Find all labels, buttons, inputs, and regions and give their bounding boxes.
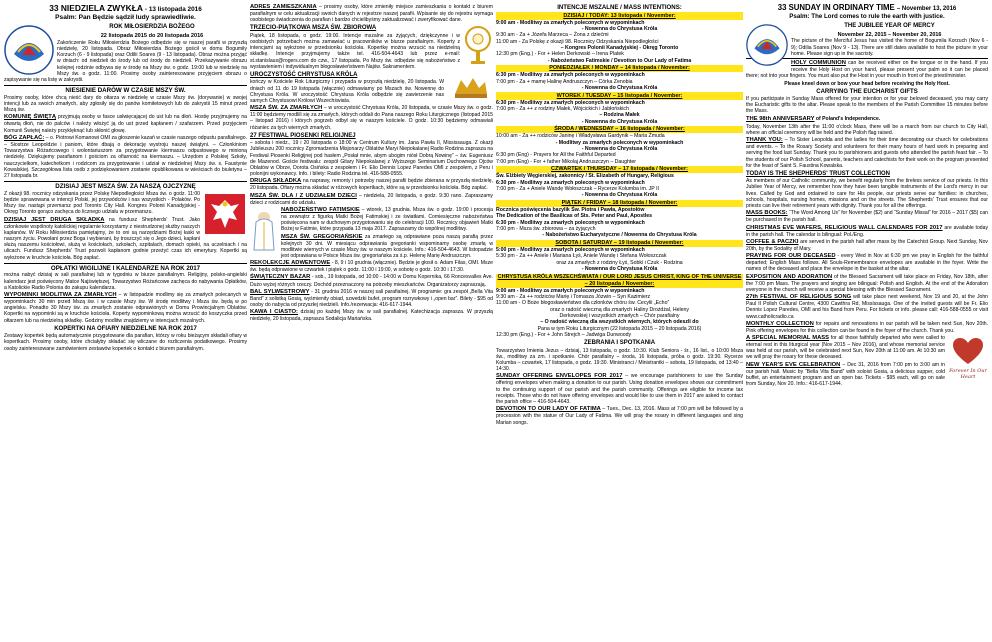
kids-mass-title: MSZA ŚW. DLA / Z UDZIAŁEM DZIECI bbox=[250, 192, 357, 199]
nye-ball-title: BAL SYLWESTROWY bbox=[250, 288, 310, 295]
monthly-collection-text: for repairs and renovations in our parish will be taken next Sun, Nov 20th. Pink offering envelopes for this collection can be found in the foyer of the church. Thank you. bbox=[746, 320, 988, 334]
mass-intention-line: - Nowenna do Chrystusa Króla bbox=[581, 146, 658, 153]
christ-king-text: kończy w Kościele Rok Liturgiczny i przypada w przyszłą niedzielę, 20 listopada. W dniach od 11 do 19 listopada (włącznie) odmawiamy po Mszach św. Nowennę do Chrystusa Króla. W uroczystość Chrystusa Króla odbędzie się zawierzenie nas samych Chrystusowi Królowi Wszechświata. bbox=[250, 79, 444, 104]
monthly-collection-title: MONTHLY COLLECTION bbox=[746, 320, 814, 327]
carrying-gifts-text: If you participate in Sunday Mass offered for your intention or for your beloved deceased, you may carry the Eucharistic gifts to the altar. Please speak to the members of the Parish Committee 15 minutes before the Mass. bbox=[746, 96, 988, 115]
anniversary-title: THE 98th ANNIVERSARY bbox=[746, 115, 815, 122]
mass-books-title: MASS BOOKS: bbox=[746, 210, 788, 217]
praying-deceased-text: - every Wed in Nov at 6:30 pm we pray in English for the faithful departed; English Mass follows. All Souls-Remembrance envelopes are available in the foyer. Write the names of the deceased and place the envelope in the basket at the altar. bbox=[746, 253, 988, 273]
mass-intention-line: Derkowskiej i wszystkich zmarłych – Chór parafialny bbox=[559, 312, 680, 319]
shepherds-title-en: TODAY IS THE SHEPHERDS' TRUST COLLECTION bbox=[746, 170, 890, 177]
mass-intention-line: - Nowenna do Chrystusa Króla bbox=[581, 192, 658, 199]
christ-king-icon bbox=[447, 72, 493, 104]
mass-intention-line: – O radość wieczną dla wszystkich wiernych, których odeszli do bbox=[540, 319, 699, 326]
nye-ball-text: - 31 grudnia 2016 w naszej sali parafialnej. W programie: gra zespół „Bella Vita Band” z solistką Gosią, wyśmienity obiad, szwedzki bufet, program rozrywkowy i „open bar”. Bilety - $95 od osoby do nabycia od przyszłej niedzieli. Info./rezerwacja: 416-617-1944. bbox=[250, 288, 493, 308]
holy-communion-text: can be received either on the tongue or in the hand. If you receive the Holy Host on your hand, please present your palm so it can be placed there; not into your fingers. You must also put the Host in your mouth in front of the priest/minister. bbox=[746, 60, 988, 80]
friday-mass-text: Piątek, 18 listopada, o godz. 19:00. Intencje mszalne za żyjących, dziękczynne i w osobistych potrzebach można zamawiać u pracowników w biurze parafialnym. Koperty z intencjami są wyłożone w przedsionku kościoła. Kopertkę można wrzucić na niedzielną składkę. Intencje przyjmujemy także tel. 416-504-4643 lub przez e-mail: st.stanislaus@rogers.com do czw., 17 listopada. Po Mszy św. odbędzie się nabożeństwo z wystawieniem i indywidualnym błogosławieństwem Najśw. Sakramentem. bbox=[250, 32, 460, 70]
offering-envelopes-title: SUNDAY OFFERING ENVELOPES FOR 2017 bbox=[496, 373, 623, 380]
anniversary-text: Today, November 13th after the 11:00 o'clock Mass, there will be a march from our church to City Hall, where an official ceremony will be held and the Polish flag raised. bbox=[746, 123, 988, 136]
homeland-mass-text: Z okazji 98. rocznicy odzyskania przez Polskę Niepodległości Msza św. o godz. 11:00 będzie sprawowana w intencji Polski, jej przywódców i nas wszystkich - Polaków. Po Mszy św. nastąpi przemarsz pod Toronto City Hall. Kongres Polonii Kanadyjskiej - Okręg Toronto gorąco zachęca do licznego udziału w przemarszu. bbox=[4, 190, 200, 216]
mass-intention-line: oraz za zmarłych z rodziny Łyś, Sobki i Czuk - Rodzina bbox=[556, 259, 683, 266]
mass-intention-line: 11:00 am - O Boże błogosławieństwo dla członków chóru św. Cecylii „Echo” bbox=[496, 300, 670, 307]
coffee-text-pl: dzisiaj po każdej Mszy św. w sali parafialnej. Katechizacja zaprasza. W przyszłą niedzielę, 20 listopada, zaprasza Sodalicja Mariańska. bbox=[250, 309, 493, 323]
gifts-text: Prosimy osoby, które chcą nieść dary do ołtarza w niedzielę w czasie Mszy św. (dorywanie) w swojej intencji lub za swoich zmarłych, aby zgłosiły się do panów komitetowych lub do zakrystii 15 minut przed Mszą św. bbox=[4, 94, 247, 114]
coffee-title-en: COFFEE & PACZKI bbox=[746, 238, 799, 245]
mercy-logo-icon bbox=[4, 24, 54, 76]
mass-intention-line: 6:30 pm - Modlitwy za zmarłych poleconych w wypominkach bbox=[496, 219, 645, 226]
bazaar-title: ŚWIĄTECZNY BAZAR bbox=[250, 274, 311, 281]
festival-text-en: will take place next weekend, Nov 19 and 20, at the John Paul II Polish Cultural Centre, 4300 Cawthra Rd, Mississauga. One of the invited guests will be Fr. Elio Dennis Lopez Paredes, OMI and his Band from Peru. For tickets or info. please call: 416-588-0555 or visit www.catholicradio.ca bbox=[746, 294, 988, 320]
anniversary-title-rest: of Poland's Independence. bbox=[815, 115, 881, 122]
mass-intention-line: Św. Elżbiety Węgierskiej, zakonnicy / St. Elizabeth of Hungary, Religious bbox=[496, 173, 674, 180]
mass-intention-line: 9:00 am - Modlitwy za zmarłych poleconych w wypominkach bbox=[496, 19, 645, 26]
memorial-mass-title: A SPECIAL MEMORIAL MASS bbox=[746, 334, 830, 341]
retreat-title: REKOLEKCJE ADWENTOWE bbox=[250, 260, 331, 267]
new-year-text: – Dec 31, 2016 from 7:00 pm to 3:00 am in our parish hall. Music by “Bella Vita Band” with soloist Gosia, a delicious supper, cold buffet, an entertainment program and an open bar. Tickets - $95 each, will go on sale from Sunday, Nov 20. Info.: 416-617-1944. bbox=[746, 361, 945, 388]
deceased-mass-title: MSZA ŚW. ZA ZMARŁYCH bbox=[250, 105, 323, 112]
address-title: ADRES ZAMIESZKANIA bbox=[250, 4, 317, 10]
polish-eagle-icon bbox=[203, 192, 247, 236]
exposition-text: of the Blessed Sacrament will take place on Friday, Nov 18th, after the 7:00 pm Mass. The prayers and singing are bilingual: Polish and English. At the end of the Adoration everyone in the church will receive a special blessing with the Blessed Sacrament. bbox=[746, 273, 988, 293]
envelopes-text: Zestawy kopertek będą automatycznie przygotowane dla parafian, którzy w roku bieżącym składali ofiary w kopertkach. Prosimy osoby, które chciałyby składać się wliczane do rozliczenia podatkowego. Prosimy osoby zainteresowane zamówieniem zestawów kopertek o kontakt z biurem parafialnym. bbox=[4, 333, 247, 352]
mass-day-header: PONIEDZIAŁEK / MONDAY – 14 listopada / November: bbox=[496, 65, 743, 72]
shepherds-title-pl: DZISIAJ JEST DRUGA SKŁADKA bbox=[4, 216, 105, 223]
festival-text-pl: – sobota i niedz., 19 i 20 listopada o 18:00 w Centrum Kultury im. Jana Pawła II, Mississauga. Z okazji Jubileuszu 200 rocznicy Zgromadzenia Misjonarzy Oblatów Maryi Niepokalanej Radio Rodzina zaprasza na Festiwal Piosenki Religijnej pod hasłem „Posłał mnie, abym ubogim niósł Dobrą Nowinę” – św. Eugeniusz de Mazenod. Goście festiwalu: zespół Gitary Niepokalanej z Wyższego Seminarium Duchownego Ojców Oblatów w Obrze, Dorota Osińska z zespołem i Fr. Elio Dennis Lopez Paredes OMI z zespołem, z Peru i polonijni wykonawcy. Info. i bilety: Radio Rodzina tel. 416-588-0555. bbox=[250, 140, 493, 178]
mass-intention-line: - Nabożeństwo Eucharystyczne / Nowenna do Chrystusa Króla bbox=[542, 232, 697, 239]
second-collection-title: DRUGA SKŁADKA bbox=[250, 178, 302, 185]
mass-intention-line: – Kongres Polonii Kanadyjskiej - Okręg Toronto bbox=[560, 45, 679, 52]
deceased-mass-text: – w uroczystość Chrystusa Króla, 20 listopada, w czasie Mszy św. o godz. 11:00 będziemy modlili się za zmarłych, których oddali do Pana naszego Roku Liturgicznego (listopad 2015 – listopad 2016) i których pogrzeb odbył się w naszym kościele. O godz. 10:30 będziemy odmawiali różaniec za tych wiernych zmarłych. bbox=[250, 105, 493, 131]
wafers-title: OPŁATKI WIGILIJNE I KALENDARZE NA ROK 2017 bbox=[4, 263, 247, 273]
mass-intention-line: 10:00 am - Za ++ rodziców Janinę i Władysława Gardynik – Maria Żmuda bbox=[496, 133, 665, 140]
fatima-statue-icon bbox=[250, 208, 278, 254]
psalm: Psalm: Pan Będzie sądził ludy sprawiedliwie. bbox=[55, 13, 196, 21]
heart-icon bbox=[951, 336, 985, 366]
shepherds-text-pl: na fundusz Shepherds' Trust. Jako członkowie wspólnoty katolickiej regularnie korzystamy z niestrudzonej służby naszych kapłanów. W Roku Miłosierdzia pamiętajmy, że to oni są narzędziami Bożej łaski w naszym życiu. Powołani przez Boga i wybierani, by troszczyć się o Jego dzieci, kapłani służą naszemu kościołowi, służą w kościołach, szkołach, szpitalach, domach opieki, na uczelniach i na ulicach. Fundusz Shepherds' Trust pozwoli kapłanom godnie przeżyć czas ich emerytury. Kopertki są wyłożone w kruchcie kościoła. Bóg zapłać. bbox=[4, 216, 247, 261]
mass-intention-line: – Rodzina Małek bbox=[599, 112, 640, 119]
mass-intention-line: 11:00 am - Za Polskę z okazji 98. Rocznicy Odzyskania Niepodległości bbox=[496, 38, 659, 45]
mass-day-header: CHRYSTUSA KRÓLA WSZECHŚWIATA / OUR LORD JESUS CHRIST, KING OF THE UNIVERSE – 20 listopada / November: bbox=[497, 273, 742, 287]
jubilee-title: THE JUBILEE YEAR OF MERCY bbox=[844, 22, 935, 29]
wafers-calendars-text: are available today in the parish hall. The calendar is bilingual: Pol./Eng. bbox=[746, 224, 988, 238]
thank-you-title: THANK YOU: bbox=[746, 137, 783, 144]
mass-days-list bbox=[496, 12, 743, 338]
gifts-title: NIESIENIE DARÓW W CZASIE MSZY ŚW. bbox=[4, 85, 247, 95]
mass-day-header: SOBOTA / SATURDAY – 19 listopada / November: bbox=[496, 240, 743, 247]
meetings-text: Towarzystwo Imienia Jezus – dzisiaj, 13 listopada, o godz. 10:30. Klub Seniora - śr., 16 list., o 10:00 Msza św., modlitwy za zm. i spotkanie. Chór parafialny – środa, 16 listopada, próba o godz. 19:30. Rycerze Kolumba – czwartek, 17 listopada, o godz. 19:30. Ministranci / Ministrantki – sobota, 19 listopada, od 13:40 – 14:30. bbox=[496, 347, 743, 373]
festival-title-pl: 27 FESTIWAL PIOSENKI RELIGIJNEJ bbox=[250, 132, 356, 139]
mass-intention-line: The Dedication of the Basilicas of Sts. Peter and Paul, Apostles bbox=[496, 213, 653, 220]
jubilee-dates: November 22, 2015 – November 20, 2016 bbox=[837, 31, 942, 38]
wafers-text: można nabyć dzisiaj w sali parafialnej lub w tygodniu w biurze parafialnym. Religijny, polsko-angielski kalendarz jest poświęcony Matce Najświętszej. Towarzystwo Różańcowe zachęca do nabywania Opłatków, a Katolickie Radio Polonia do zakupu kalendarza. bbox=[4, 272, 247, 291]
english-title: 33 SUNDAY IN ORDINARY TIME – November 13, 2016 bbox=[777, 4, 957, 12]
mass-intention-line: 5:30 pm - Za ++ Aniele i Mariana Łyś, Aniele Wandę i Stefana Wołoszczak bbox=[496, 253, 667, 260]
mass-books-text: “The Word Among Us” for November ($2) and “Sunday Missal” for 2016 – 2017 ($5) can be purchased in the parish hall. bbox=[746, 210, 988, 224]
mass-intention-line: 12:30 pm (Eng.) - For + John Strejch – Jadwiga Dunwoody bbox=[496, 331, 632, 338]
mass-intention-line: 12:30 pm (Eng.) - For + Helen Derkowski – Irena Platek bbox=[496, 51, 624, 58]
mass-intention-line: - Nowenna do Chrystusa Króla bbox=[581, 85, 658, 92]
retreat-text: - 8, 9 i 10 grudnia (włącznie). Będzie je głosił o. Adam Filas, OMI. Msze św. będą odprawione w czwartek i piątek o godz. 11:00 i 19:00, w sobotę o godz. 10:30 i 17:30. bbox=[250, 260, 493, 274]
mass-intention-line: - Modlitwy za zmarłych poleconych w wypominkach bbox=[555, 139, 684, 146]
mass-intention-line: oraz o radość wieczną dla zmarłych Haliny Drożdżal, Heleny bbox=[550, 306, 689, 313]
polish-column-2 bbox=[250, 4, 493, 638]
mass-intention-line: 7:00 pm (Eng) - For + father Mikolaj Andruszczyn – Daughter bbox=[496, 158, 636, 165]
mass-day-header: DZISIAJ / TODAY: 13 listopada / November: bbox=[496, 12, 743, 19]
fatima-title-pl: NABOŻEŃSTWO FATIMSKIE bbox=[281, 206, 360, 213]
mass-intentions-column bbox=[496, 4, 743, 638]
mass-intention-line: 7:00 pm - Za ++ z rodziny Małek, Wójcickich i Jabłońskich bbox=[496, 106, 629, 113]
gregorian-title: MSZA ŚW. GREGORIAŃSKIE bbox=[281, 233, 363, 240]
mercy-year-title: ROK MIŁOSIERDZIA BOŻEGO bbox=[109, 23, 195, 30]
polish-column-1 bbox=[4, 4, 247, 638]
mass-intention-line: Rocznica poświęcenia bazylik Św. Piotra i Pawła, Apostołów bbox=[496, 207, 645, 214]
fatima-text-pl: – wtorek, 13 grudnia. Msza św. o godz. 19:00 i procesja na zewnątrz z figurką Matki Bożej Fatimskiej i ze światłami. Comiesięczne nabożeństwa poświęcona nam w duchowym przygotowaniu się do celebracji 100. Rocznicy objawień Matki Bożej w Fatimie, które przypada 13 maja 2017. Zapraszamy do wspólnej modlitwy. bbox=[281, 206, 493, 233]
carrying-gifts-title: CARRYING THE EUCHARIST GIFTS bbox=[816, 88, 918, 95]
mass-intention-line: Pana w tym Roku Liturgicznym (22 listopada 2015 – 20 listopada 2016) bbox=[537, 325, 702, 332]
mass-intention-line: 7:00 pm - Za + Aniele Wandę Wołoszczak – Rycerze Kolumba im. JP II bbox=[496, 186, 659, 193]
mass-intention-line: 6:30 pm - Modlitwy za zmarłych poleconych w wypominkach bbox=[496, 99, 645, 106]
second-collection-text: na naprawy, remonty i potrzeby naszej parafii będzie zbierana w przyszłą niedzielę, 20 listopada. Ofiary można składać w różowych kopertkach, które są w przedsionku kościoła. Bóg zapłać. bbox=[250, 178, 493, 192]
mass-intention-line: - Nabożeństwo Fatimskie / Devotion to Our Lady of Fatima bbox=[547, 57, 692, 64]
bazaar-text: - sob., 19 listopada, od 10:00 - 14:00 w Domu Kopernika, 66 Roncesvalles Ave. Dużo wyżej różnych rzeczy. Dochód przeznaczony na potrzeby mieszkańców. Organizatorzy zapraszają. bbox=[250, 274, 493, 288]
mass-intention-line: 6:30 pm - Modlitwy za zmarłych poleconych w wypominkach bbox=[496, 72, 645, 79]
mass-day-header: CZWARTEK / THURSDAY – 17 listopada / November: bbox=[496, 166, 743, 173]
mass-intention-line: 6:30 pm (Eng) - Prayers for All the Faithful Departed bbox=[496, 152, 616, 159]
mass-intention-line: - Nowenna do Chrystusa Króla bbox=[581, 266, 658, 273]
mass-intention-line: - Nowenna do Chrystusa Króla bbox=[581, 118, 658, 125]
homeland-mass-title: DZISIAJ JEST MSZA ŚW. ZA NASZĄ OJCZYZNĘ bbox=[4, 181, 247, 191]
holy-communion-bow: Please kneel down or bow your head before receiving the Holy Host. bbox=[784, 80, 950, 87]
fatima-devotion-title: DEVOTION TO OUR LADY OF FATIMA bbox=[496, 406, 601, 413]
holy-communion-title: HOLY COMMUNION bbox=[791, 60, 846, 67]
thank-you-text: – To Sister Leopolda and the ladies for their time decorating our church for celebrations and events. – To the Rosary Society and volunteers for their many hours of hard work in preparing and serving the food last Sunday. Thank you to parishioners and guests who attended the parish feast fair. – To the students of our Polish School, parents, teachers and catechists for their work on the program presented for the feast of Saint S. Faustina Kowalska. bbox=[746, 137, 988, 169]
jubilee-logo-icon bbox=[746, 23, 788, 67]
english-column bbox=[746, 4, 988, 638]
mass-intention-line: 6:30 pm - Modlitwy za zmarłych poleconych w wypominkach bbox=[496, 179, 645, 186]
forever-caption: Forever In Our Heart bbox=[949, 368, 987, 381]
mercy-year-text: Zakończenie Roku Miłosierdzia Bożego odbędzie się w naszej parafii w przyszłą niedzielę, 20 listopada. Obraz Miłosierdzia Bożego gościł w domu Bogumiły Korzuch (6 - 9 listopada) oraz Odilii Soares (9 - 13 listopada). Obraz można przyjąć w dniach: od niedzieli do środy lub od środy do niedzieli. Przekazywanie obrazu kolejnej rodzinie odbywa się w środę na Mszy św. o godz. 19:00 lub w niedzielę na Mszy św. o godz. 11:00. Prosimy osoby zainteresowane przyjęciem obrazu o zapisywanie się na listę w zakrystii. bbox=[4, 39, 247, 84]
mass-intention-line: 9:00 am - Modlitwy za zmarłych poleconych w wypominkach bbox=[496, 287, 645, 294]
fatima-devotion-text: – Tues., Dec. 13, 2016. Mass at 7:00 pm will be followed by a procession with the statue of Our Lady of Fatima. We will pray the rosary in different languages and sing Marian songs. bbox=[496, 406, 743, 426]
mass-intention-line: 7:00 pm - Msza św. zbiorowa – za żyjących bbox=[496, 226, 596, 233]
english-psalm: Psalm: The Lord comes to rule the earth with justice. bbox=[789, 12, 945, 20]
memorial-mass-text: for all those faithfully departed who were called to eternal rest in this liturgical year (Nov 2015 – Nov 2016), and whose memorial service was held at our parish, will be celebrated next Sun, Nov 20th at 11:00 am. At 10:30 am we will pray the rosary for these deceased. bbox=[746, 334, 945, 361]
mass-intention-line: 9:30 am - Za ++ rodziców Marię i Tomasza Józwin – Syn Kazimierz bbox=[496, 293, 651, 300]
page-title: 33 NIEDZIELA ZWYKŁA - 13 listopada 2016 bbox=[49, 4, 202, 13]
communion-text: przyjmują osoby w fasce usłwięcającej do ust lub na dłoń. Hostię przyjmujemy na otwartą dłoń, nie do palców i należy włożyć ją do ust przed kapłanem / szafarzem. Przed przyjęciem Komunii Świętej należy przyklęknąć lub skłonić głowę. bbox=[4, 114, 247, 134]
festival-title-en: 27th FESTIVAL OF RELIGIOUS SONG bbox=[746, 294, 852, 301]
friday-mass-title: TRZECIO-PIĄTKOWA MSZA ŚW. ZBIOROWA bbox=[250, 25, 377, 32]
mass-intentions-title: INTENCJE MSZALNE / MASS INTENTIONS: bbox=[557, 4, 682, 11]
gregorian-text: za zmarłego są odprawiane poza naszą parafią przez kolejnych 30 dni. W miesiącu odprawiania gregorianki wspominamy osobę zmarłą w modlitwie wiernych w czasie Mszy św. w naszym kościele. Info.: 416-504-4643. W listopadzie jest odprawiana w Polsce Msza św. gregoriańska za ś.p. Helenę Marię Andruszczyn. bbox=[281, 233, 493, 259]
wafers-calendars-title: CHRISTMAS EVE WAFERS, RELIGIOUS WALL CALENDARS FOR 2017 bbox=[746, 224, 943, 231]
mercy-year-dates: 22 listopada 2015 do 20 listopada 2016 bbox=[100, 33, 204, 39]
exposition-title: EXPOSITION AND ADORATION bbox=[746, 273, 833, 280]
mass-day-header: PIĄTEK / FRIDAY – 18 listopada / November: bbox=[496, 200, 743, 207]
mass-intention-line: 5:00 pm - Modlitwy za zmarłych poleconych w wypominkach bbox=[496, 247, 645, 254]
mass-day-header: WTOREK / TUESDAY – 15 listopada / November: bbox=[496, 92, 743, 99]
kids-mass-text: – niedziela, 20 listopada, o godz. 9:30 rano. Zapraszamy dzieci z rodzicami do udziału. bbox=[250, 192, 493, 206]
thanks-title: BÓG ZAPŁAĆ: bbox=[4, 134, 45, 141]
envelopes-title: KOPERTKI NA OFIARY NIEDZIELNE NA ROK 2017 bbox=[54, 325, 197, 332]
thanks-text: – o. Piotrowi Komanowi OMI za głoszenie kazań w czasie naszego odpustu parafialnego. – Siostrze Leopoldzie i paniom, które dbają o dekorację wystroju naszej świątyni. – Członkiniom Towarzystwa Różańcowego i wolontariuszom za przygotowanie kiermaszu odpustowego w minioną niedzielę. Dziękujemy parafianom i gościom za ofiarność na kiermaszu. – Urzędom z Polskiej Szkoły, nauczycielkom, katechetkom i rodzicom za przygotowanie i udział w niedzielnej Mszy św. s. Faustynie Kowalskiej. Szczegółowa lista osób z podziękowaniem zostanie opublikowana w wieściach do biuletynu – 27 listopada br. bbox=[4, 134, 247, 179]
mass-intention-line: 9:30 am - Za + Józefa Marzeca – Żona z dziećmi bbox=[496, 32, 609, 39]
forever-heart-badge bbox=[948, 336, 988, 380]
remembrance-text: – w listopadzie modlimy się za zmarłych polecanych w wypominkach: 30 min przed Mszą św. i w czasie Mszy św. W środę modlitwy i Msza św. będą w po angielsku. Ponadto 30 Mszy św. za zmarłych zostanie odprawionych w Domu Prowincjalnym Oblatów. Kopertki na wypominki są w kruchcie kościoła. Koperty wypominkową można wrzucić do koszyczka przed ołtarzem lub na niedzielną składkę. Godziny modlitw znajdziemy w intencjach mszalnych. bbox=[4, 291, 247, 324]
coffee-text-en: are served in the parish hall after mass by the Catechist Group. Next Sunday, Nov 20th, by the Sodality of Mary. bbox=[746, 238, 988, 252]
mass-day-header: ŚRODA / WEDNESDAY – 16 listopada / November: bbox=[496, 126, 743, 133]
meetings-title: ZEBRANIA I SPOTKANIA bbox=[583, 340, 656, 347]
remembrance-title: WYPOMINKI MODLITWA ZA ZMARŁYCH bbox=[4, 291, 117, 298]
praying-deceased-title: PRAYING FOR OUR DECEASED bbox=[746, 253, 836, 260]
shepherds-text-en: As members of our Catholic community, we benefit regularly from the tireless service of our priests. In this Jubilee Year of Mercy, we remember how they have been tangible instruments of the Lord's mercy in our lives. Called by God and ordained to care for His people, our priests serve our families: in churches, schools, hospitals, nursing homes, missions and on the streets. The Shepherds' Trust ensures that our priests can live their retirement years with dignity. Thank you for all the offerings. bbox=[746, 178, 988, 210]
communion-title: KOMUNIĘ ŚWIĘTĄ bbox=[4, 114, 57, 121]
mass-intention-line: - Nowenna do Chrystusa Króla bbox=[581, 26, 658, 33]
monstrance-icon bbox=[463, 25, 493, 65]
offering-envelopes-text: – we encourage parishioners to use the Sunday offering envelopes when making a donation to our parish. Using donation envelopes shows our commitment to the continuing support of our parish and the parish community. Offerings are eligible for income tax receipts. Those who do not have offering envelopes and would like to use them in 2017 are asked to contact the parish office – 416-504-4643. bbox=[496, 373, 743, 406]
coffee-title-pl: KAWA I CIASTO: bbox=[250, 309, 298, 316]
mass-intention-line: 7:00 pm - Za + mamę Halinę Andruszczyn – Córka Zenobia bbox=[496, 78, 633, 85]
address-text: – prosimy osoby, które zmieniły miejsce zamieszkania o kontakt z biurem parafialnym w celu aktualizacji swoich danych w rejestrze naszej parafii. Wpisanie się do rejestru wymaga osobistego świadczenia do parafian i bardzo chcielibyśmy zaktualizować i zweryfikować dane. bbox=[250, 4, 493, 24]
christ-king-title: UROCZYSTOŚĆ CHRYSTUSA KRÓLA bbox=[250, 72, 358, 78]
jubilee-text: The picture of the Merciful Jesus has visited the home of Bogumila Korzuch (Nov 6 - 9); Odilia Soares (Nov 9 - 13). There are still dates available to host the picture in your home. Please sign up in the sacristy. bbox=[791, 38, 988, 57]
new-year-title: NEW YEAR'S EVE CELEBRATION bbox=[746, 361, 841, 368]
